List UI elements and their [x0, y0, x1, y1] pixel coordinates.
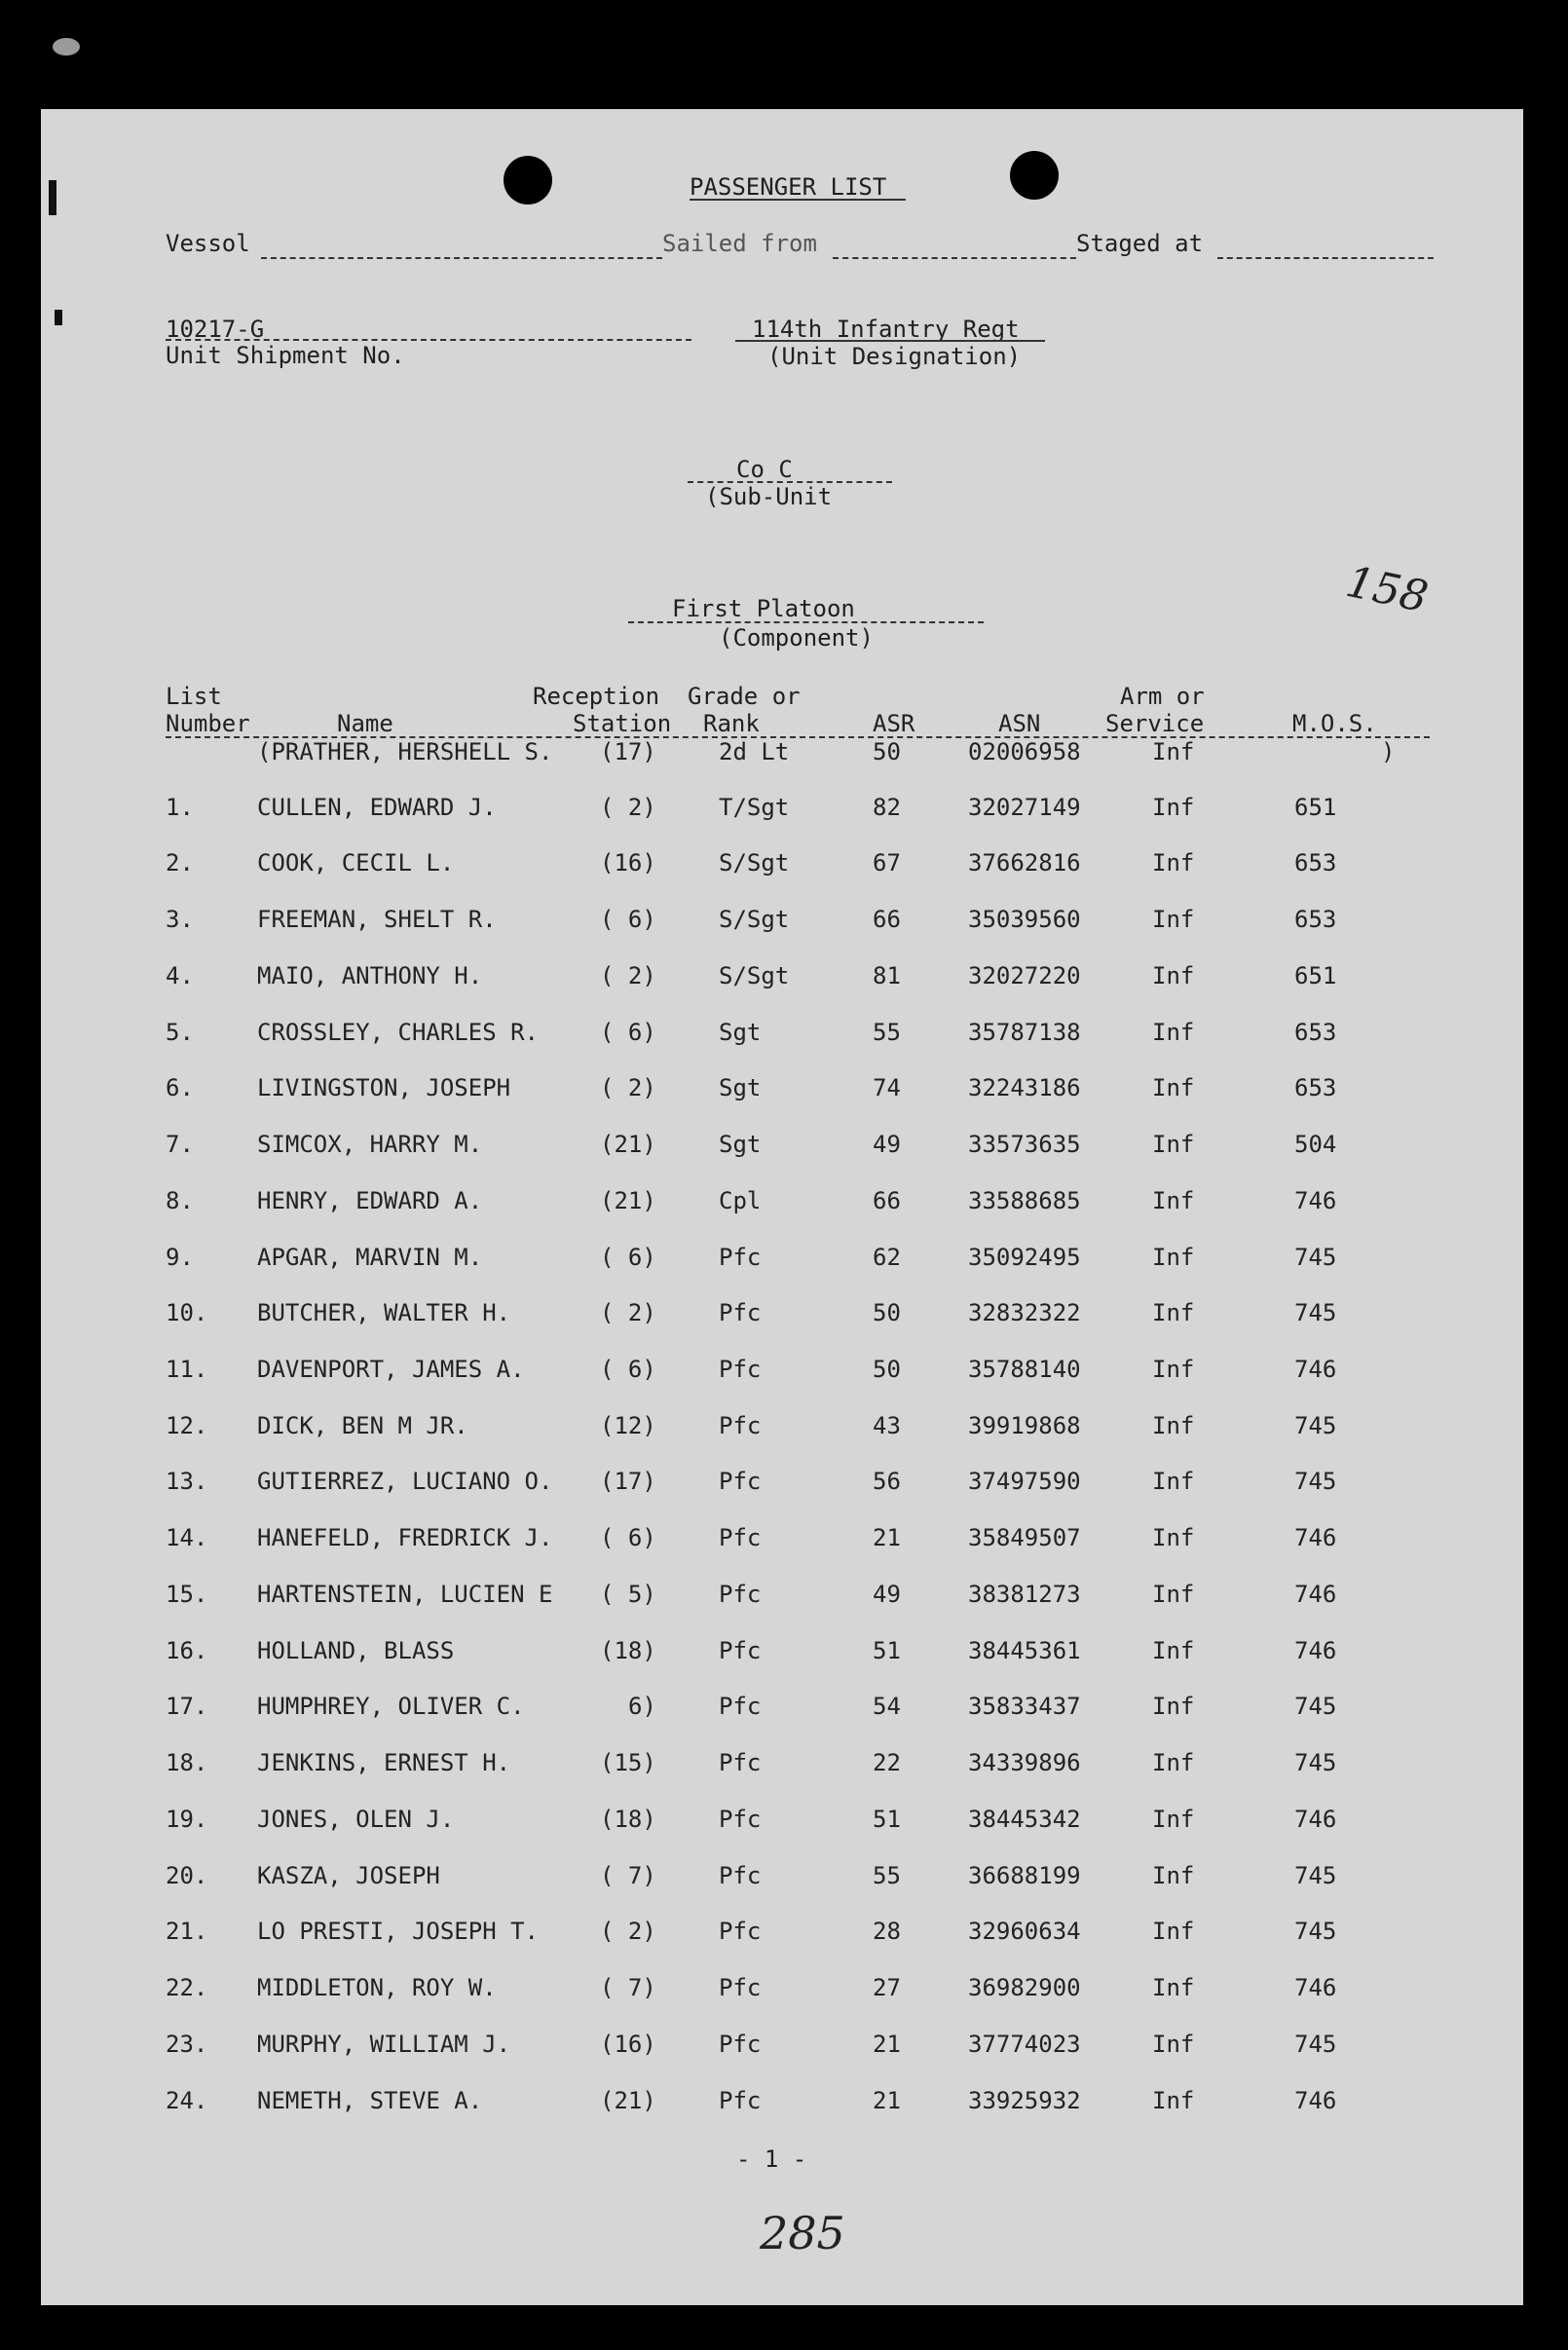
- officer-row: [0, 740, 1568, 769]
- reception-station: (21): [600, 1187, 656, 1214]
- asr: 66: [873, 1187, 901, 1214]
- arm-or-service: Inf: [1152, 849, 1195, 877]
- reception-station: ( 6): [600, 906, 656, 933]
- list-number: 23.: [166, 2031, 208, 2058]
- reception-station: (16): [600, 2031, 656, 2058]
- table-row: [0, 1864, 1568, 1893]
- asn: 36982900: [968, 1974, 1081, 2001]
- grade: Sgt: [719, 1131, 762, 1158]
- unit-shipment-number: 10217-G: [166, 316, 265, 343]
- soldier-name: JENKINS, ERNEST H.: [257, 1749, 511, 1776]
- header-list-1: List: [166, 683, 222, 710]
- reception-station: 6): [628, 1693, 656, 1720]
- reception-station: ( 6): [600, 1356, 656, 1383]
- component-value: First Platoon: [672, 595, 855, 622]
- mos: 745: [1294, 1468, 1337, 1495]
- asn: 35787138: [968, 1019, 1081, 1046]
- staged-at-label: Staged at: [1076, 230, 1204, 257]
- soldier-name: MAIO, ANTHONY H.: [257, 962, 483, 989]
- list-number: 2.: [166, 849, 194, 877]
- header-name: Name: [337, 710, 393, 737]
- table-row: [0, 1133, 1568, 1162]
- header-arm-1: Arm or: [1120, 683, 1205, 710]
- table-row: [0, 1583, 1568, 1612]
- table-row: [0, 1695, 1568, 1724]
- asr: 50: [873, 1299, 901, 1326]
- reception-station: ( 2): [600, 1299, 656, 1326]
- asr: 67: [873, 849, 901, 877]
- asn: 33925932: [968, 2087, 1081, 2114]
- mos: 745: [1294, 2031, 1337, 2058]
- list-number: 17.: [166, 1693, 208, 1720]
- unit-designation-value: 114th Infantry Regt: [752, 316, 1020, 343]
- header-reception-1: Reception: [533, 683, 660, 710]
- asr: 51: [873, 1637, 901, 1664]
- asr: 66: [873, 906, 901, 933]
- punch-hole-left: [504, 156, 552, 205]
- grade: S/Sgt: [719, 849, 790, 877]
- arm-or-service: Inf: [1152, 1918, 1195, 1945]
- asn: 35092495: [968, 1244, 1081, 1271]
- list-number: 3.: [166, 906, 194, 933]
- soldier-name: SIMCOX, HARRY M.: [257, 1131, 483, 1158]
- list-number: 11.: [166, 1356, 208, 1383]
- asr: 81: [873, 962, 901, 989]
- table-row: [0, 1808, 1568, 1837]
- reception-station: (21): [600, 2087, 656, 2114]
- grade: Pfc: [719, 1918, 762, 1945]
- asr: 21: [873, 2087, 901, 2114]
- designation-underline: [735, 340, 1045, 342]
- reception-station: (18): [600, 1806, 656, 1833]
- asr: 27: [873, 1974, 901, 2001]
- asn: 39919868: [968, 1412, 1081, 1439]
- vessel-line: [261, 257, 662, 259]
- arm-or-service: Inf: [1152, 1637, 1195, 1664]
- table-row: [0, 2089, 1568, 2118]
- mos: 745: [1294, 1244, 1337, 1271]
- reception-station: ( 2): [600, 1918, 656, 1945]
- header-asr: ASR: [873, 710, 915, 737]
- unit-shipment-label: Unit Shipment No.: [166, 342, 405, 369]
- reception-station: (21): [600, 1131, 656, 1158]
- grade: Sgt: [719, 1019, 762, 1046]
- asr: 74: [873, 1074, 901, 1101]
- list-number: 6.: [166, 1074, 194, 1101]
- grade: Sgt: [719, 1074, 762, 1101]
- reception-station: (18): [600, 1637, 656, 1664]
- list-number: 1.: [166, 794, 194, 821]
- asn: 37662816: [968, 849, 1081, 877]
- grade: S/Sgt: [719, 906, 790, 933]
- asr: 62: [873, 1244, 901, 1271]
- staged-at-line: [1217, 257, 1434, 259]
- mos: 746: [1294, 1974, 1337, 2001]
- grade: Pfc: [719, 1299, 762, 1326]
- list-number: 18.: [166, 1749, 208, 1776]
- arm-or-service: Inf: [1152, 1693, 1195, 1720]
- soldier-name: KASZA, JOSEPH: [257, 1862, 440, 1889]
- soldier-name: FREEMAN, SHELT R.: [257, 906, 497, 933]
- officer-asn: 02006958: [968, 738, 1081, 765]
- vessel-label: Vessol: [166, 230, 250, 257]
- table-row: [0, 1301, 1568, 1330]
- asr: 49: [873, 1131, 901, 1158]
- soldier-name: JONES, OLEN J.: [257, 1806, 455, 1833]
- grade: Pfc: [719, 1862, 762, 1889]
- reception-station: (17): [600, 1468, 656, 1495]
- reception-station: ( 6): [600, 1244, 656, 1271]
- soldier-name: DICK, BEN M JR.: [257, 1412, 468, 1439]
- table-row: [0, 1021, 1568, 1050]
- soldier-name: LIVINGSTON, JOSEPH: [257, 1074, 511, 1101]
- asr: 28: [873, 1918, 901, 1945]
- reception-station: ( 2): [600, 794, 656, 821]
- soldier-name: HANEFELD, FREDRICK J.: [257, 1524, 553, 1551]
- grade: Pfc: [719, 1637, 762, 1664]
- asn: 32960634: [968, 1918, 1081, 1945]
- arm-or-service: Inf: [1152, 1581, 1195, 1608]
- asr: 43: [873, 1412, 901, 1439]
- arm-or-service: Inf: [1152, 1862, 1195, 1889]
- handwritten-page-number: 158: [1341, 556, 1433, 623]
- arm-or-service: Inf: [1152, 1806, 1195, 1833]
- list-number: 16.: [166, 1637, 208, 1664]
- asn: 32027220: [968, 962, 1081, 989]
- asn: 37774023: [968, 2031, 1081, 2058]
- officer-station: (17): [600, 738, 656, 765]
- component-label: (Component): [719, 624, 874, 652]
- grade: Pfc: [719, 1581, 762, 1608]
- mos: 745: [1294, 1749, 1337, 1776]
- grade: T/Sgt: [719, 794, 790, 821]
- grade: Pfc: [719, 1806, 762, 1833]
- asr: 49: [873, 1581, 901, 1608]
- table-row: [0, 1189, 1568, 1218]
- grade: Pfc: [719, 2031, 762, 2058]
- list-number: 20.: [166, 1862, 208, 1889]
- asn: 37497590: [968, 1468, 1081, 1495]
- grade: Pfc: [719, 1693, 762, 1720]
- list-number: 9.: [166, 1244, 194, 1271]
- soldier-name: MURPHY, WILLIAM J.: [257, 2031, 511, 2058]
- reception-station: ( 2): [600, 962, 656, 989]
- soldier-name: NEMETH, STEVE A.: [257, 2087, 483, 2114]
- mos: 745: [1294, 1693, 1337, 1720]
- sub-unit-label: (Sub-Unit: [705, 483, 833, 510]
- mos: 745: [1294, 1412, 1337, 1439]
- table-row: [0, 851, 1568, 880]
- table-row: [0, 1076, 1568, 1105]
- mos: 745: [1294, 1862, 1337, 1889]
- asr: 21: [873, 2031, 901, 2058]
- arm-or-service: Inf: [1152, 1019, 1195, 1046]
- asn: 35788140: [968, 1356, 1081, 1383]
- mos: 653: [1294, 906, 1337, 933]
- officer-arm: Inf: [1152, 738, 1195, 765]
- arm-or-service: Inf: [1152, 1749, 1195, 1776]
- table-row: [0, 1920, 1568, 1949]
- header-mos: M.O.S.: [1292, 710, 1377, 737]
- header-reception-2: Station: [573, 710, 672, 737]
- edge-specks: [0, 0, 117, 351]
- asn: 32027149: [968, 794, 1081, 821]
- soldier-name: COOK, CECIL L.: [257, 849, 455, 877]
- arm-or-service: Inf: [1152, 2087, 1195, 2114]
- list-number: 12.: [166, 1412, 208, 1439]
- header-asn: ASN: [998, 710, 1041, 737]
- arm-or-service: Inf: [1152, 1074, 1195, 1101]
- grade: Pfc: [719, 1524, 762, 1551]
- asr: 55: [873, 1019, 901, 1046]
- arm-or-service: Inf: [1152, 794, 1195, 821]
- asr: 55: [873, 1862, 901, 1889]
- shipment-underline: [166, 339, 691, 341]
- arm-or-service: Inf: [1152, 906, 1195, 933]
- reception-station: ( 7): [600, 1974, 656, 2001]
- asn: 38445361: [968, 1637, 1081, 1664]
- table-row: [0, 1414, 1568, 1443]
- list-number: 13.: [166, 1468, 208, 1495]
- asr: 51: [873, 1806, 901, 1833]
- list-number: 15.: [166, 1581, 208, 1608]
- asn: 33573635: [968, 1131, 1081, 1158]
- soldier-name: HARTENSTEIN, LUCIEN E: [257, 1581, 553, 1608]
- table-row: [0, 2033, 1568, 2062]
- list-number: 19.: [166, 1806, 208, 1833]
- table-row: [0, 1470, 1568, 1499]
- mos: 746: [1294, 1581, 1337, 1608]
- asn: 36688199: [968, 1862, 1081, 1889]
- document-title: PASSENGER LIST: [690, 173, 887, 201]
- grade: S/Sgt: [719, 962, 790, 989]
- arm-or-service: Inf: [1152, 2031, 1195, 2058]
- arm-or-service: Inf: [1152, 1468, 1195, 1495]
- soldier-name: APGAR, MARVIN M.: [257, 1244, 483, 1271]
- unit-designation-label: (Unit Designation): [767, 343, 1022, 370]
- reception-station: (12): [600, 1412, 656, 1439]
- sailed-from-label: Sailed from: [662, 230, 817, 257]
- asn: 38381273: [968, 1581, 1081, 1608]
- asr: 21: [873, 1524, 901, 1551]
- mos: 651: [1294, 794, 1337, 821]
- table-row: [0, 964, 1568, 993]
- table-row: [0, 1751, 1568, 1780]
- asr: 22: [873, 1749, 901, 1776]
- asr: 50: [873, 1356, 901, 1383]
- arm-or-service: Inf: [1152, 1524, 1195, 1551]
- soldier-name: HUMPHREY, OLIVER C.: [257, 1693, 525, 1720]
- title-underline: [690, 199, 906, 201]
- sailed-from-line: [833, 257, 1076, 259]
- soldier-name: CROSSLEY, CHARLES R.: [257, 1019, 539, 1046]
- mos: 746: [1294, 2087, 1337, 2114]
- arm-or-service: Inf: [1152, 1244, 1195, 1271]
- arm-or-service: Inf: [1152, 1974, 1195, 2001]
- list-number: 21.: [166, 1918, 208, 1945]
- handwritten-note: 285: [760, 2207, 845, 2259]
- list-number: 7.: [166, 1131, 194, 1158]
- arm-or-service: Inf: [1152, 1131, 1195, 1158]
- list-number: 8.: [166, 1187, 194, 1214]
- reception-station: (15): [600, 1749, 656, 1776]
- soldier-name: MIDDLETON, ROY W.: [257, 1974, 497, 2001]
- punch-hole-right: [1010, 151, 1059, 200]
- grade: Pfc: [719, 1974, 762, 2001]
- table-row: [0, 796, 1568, 825]
- table-row: [0, 1639, 1568, 1668]
- list-number: 22.: [166, 1974, 208, 2001]
- arm-or-service: Inf: [1152, 1412, 1195, 1439]
- list-number: 10.: [166, 1299, 208, 1326]
- arm-or-service: Inf: [1152, 1187, 1195, 1214]
- reception-station: ( 6): [600, 1524, 656, 1551]
- mos: 653: [1294, 849, 1337, 877]
- officer-grade: 2d Lt: [719, 738, 790, 765]
- soldier-name: HENRY, EDWARD A.: [257, 1187, 483, 1214]
- asr: 54: [873, 1693, 901, 1720]
- sub-unit-value: Co C: [736, 456, 793, 483]
- grade: Pfc: [719, 1412, 762, 1439]
- soldier-name: CULLEN, EDWARD J.: [257, 794, 497, 821]
- asn: 33588685: [968, 1187, 1081, 1214]
- reception-station: (16): [600, 849, 656, 877]
- asr: 82: [873, 794, 901, 821]
- asn: 35039560: [968, 906, 1081, 933]
- asn: 38445342: [968, 1806, 1081, 1833]
- table-row: [0, 1526, 1568, 1555]
- asn: 35833437: [968, 1693, 1081, 1720]
- asn: 32832322: [968, 1299, 1081, 1326]
- grade: Pfc: [719, 1468, 762, 1495]
- asn: 32243186: [968, 1074, 1081, 1101]
- header-arm-2: Service: [1105, 710, 1205, 737]
- arm-or-service: Inf: [1152, 962, 1195, 989]
- soldier-name: LO PRESTI, JOSEPH T.: [257, 1918, 539, 1945]
- mos: 651: [1294, 962, 1337, 989]
- reception-station: ( 6): [600, 1019, 656, 1046]
- arm-or-service: Inf: [1152, 1356, 1195, 1383]
- mos: 746: [1294, 1637, 1337, 1664]
- grade: Pfc: [719, 1749, 762, 1776]
- soldier-name: GUTIERREZ, LUCIANO O.: [257, 1468, 553, 1495]
- list-number: 5.: [166, 1019, 194, 1046]
- grade: Pfc: [719, 2087, 762, 2114]
- grade: Cpl: [719, 1187, 762, 1214]
- reception-station: ( 7): [600, 1862, 656, 1889]
- officer-name: (PRATHER, HERSHELL S.: [257, 738, 553, 765]
- table-row: [0, 1246, 1568, 1275]
- mos: 653: [1294, 1074, 1337, 1101]
- mos: 746: [1294, 1187, 1337, 1214]
- component-underline: [628, 621, 984, 623]
- mos: 746: [1294, 1806, 1337, 1833]
- header-grade-2: Rank: [703, 710, 760, 737]
- mos: 504: [1294, 1131, 1337, 1158]
- reception-station: ( 2): [600, 1074, 656, 1101]
- reception-station: ( 5): [600, 1581, 656, 1608]
- officer-asr: 50: [873, 738, 901, 765]
- mos: 745: [1294, 1918, 1337, 1945]
- asn: 34339896: [968, 1749, 1081, 1776]
- table-row: [0, 908, 1568, 937]
- mos: 746: [1294, 1524, 1337, 1551]
- mos: 653: [1294, 1019, 1337, 1046]
- list-number: 24.: [166, 2087, 208, 2114]
- list-number: 14.: [166, 1524, 208, 1551]
- grade: Pfc: [719, 1356, 762, 1383]
- soldier-name: BUTCHER, WALTER H.: [257, 1299, 511, 1326]
- arm-or-service: Inf: [1152, 1299, 1195, 1326]
- officer-close-bracket: ): [1381, 738, 1396, 765]
- table-row: [0, 1358, 1568, 1387]
- grade: Pfc: [719, 1244, 762, 1271]
- asr: 56: [873, 1468, 901, 1495]
- asn: 35849507: [968, 1524, 1081, 1551]
- mos: 746: [1294, 1356, 1337, 1383]
- header-grade-1: Grade or: [688, 683, 801, 710]
- header-list-2: Number: [166, 710, 250, 737]
- soldier-name: HOLLAND, BLASS: [257, 1637, 455, 1664]
- mos: 745: [1294, 1299, 1337, 1326]
- table-row: [0, 1976, 1568, 2005]
- page-number: - 1 -: [736, 2145, 807, 2173]
- soldier-name: DAVENPORT, JAMES A.: [257, 1356, 525, 1383]
- list-number: 4.: [166, 962, 194, 989]
